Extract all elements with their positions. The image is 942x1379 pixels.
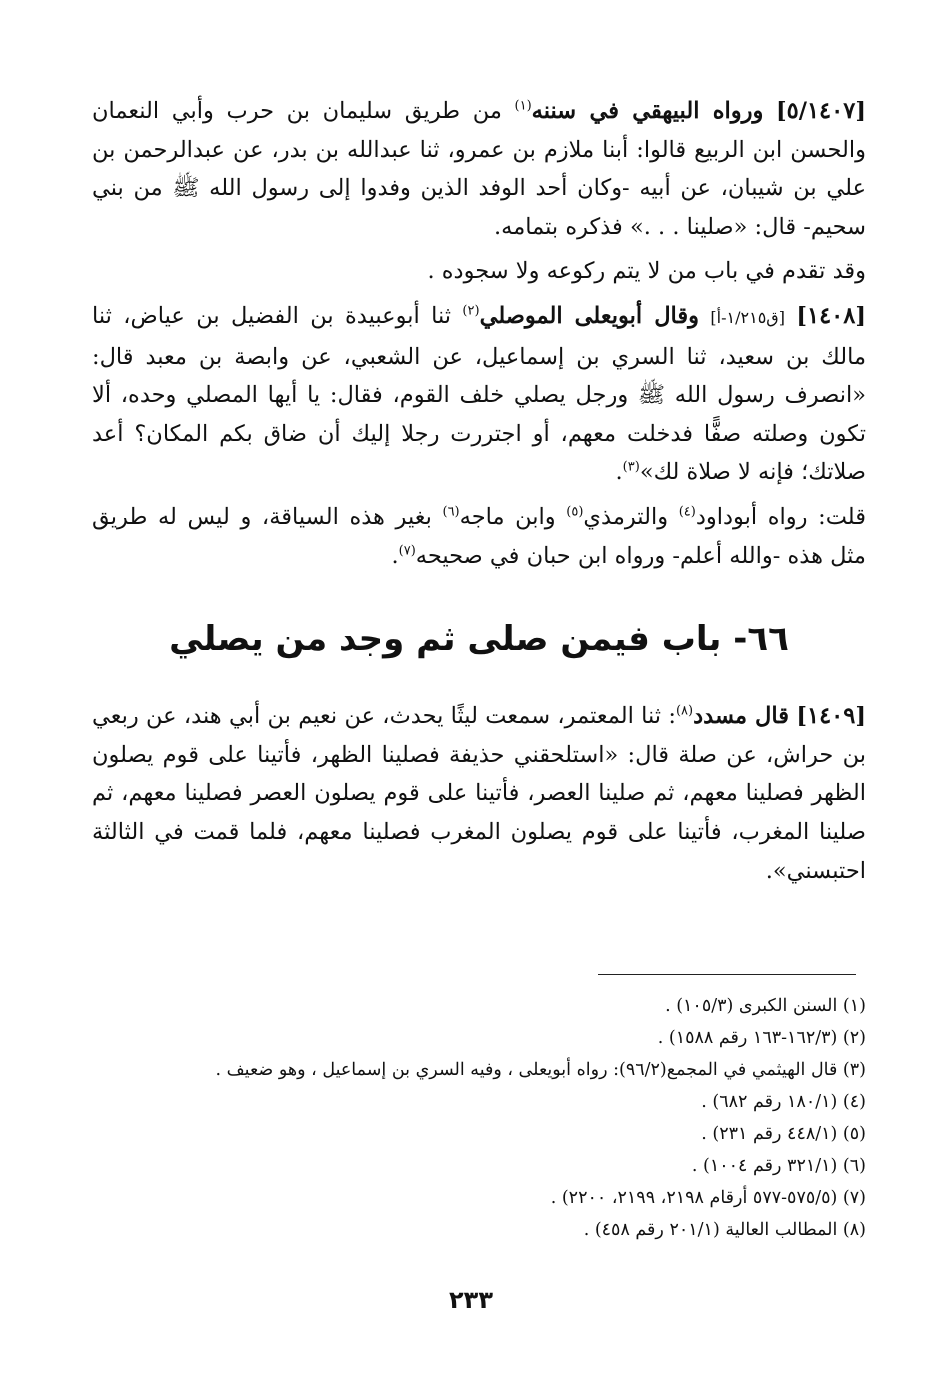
cross-reference: وقد تقدم في باب من لا يتم ركوعه ولا سجوده .: [427, 258, 866, 285]
footnote-item: (٢) (١٦٢/٣-١٦٣ رقم ١٥٨٨) .: [657, 1028, 866, 1048]
footnote-item: (٧) (٥٧٥/٥-٥٧٧ أرقام ٢١٩٨، ٢١٩٩، ٢٢٠٠) .: [550, 1188, 866, 1208]
hadith-body: من طريق سليمان بن حرب وأبي النعمان والحسن ابن الربيع قالوا: أبنا ملازم بن عمرو، ثنا عبدالله بن بدر، عن عبدالرحمن بن علي بن شيبان، عن أبيه -وكان أحد الوفد الذين وفدوا إلى رسول الله ﷺ من بني سحيم- قال: «صلينا . . .» فذكره بتمامه.: [92, 98, 866, 240]
footnote-marker: (٣): [622, 459, 640, 475]
footnote-marker: (٤): [678, 504, 696, 520]
hadith-lead: وقال أبويعلى الموصلي: [479, 302, 700, 329]
footnote-marker: (٧): [398, 543, 416, 559]
hadith-ref: [١٤٠٨]: [796, 302, 866, 329]
footnote-marker: (١): [514, 98, 532, 114]
footnote-marker: (٥): [566, 504, 584, 520]
chapter-heading: ٦٦- باب فيمن صلى ثم وجد من يصلي: [169, 619, 789, 660]
footnote-separator: [598, 974, 856, 975]
footnote-marker: (٢): [462, 303, 480, 319]
footnote-item: (٣) قال الهيثمي في المجمع(٩٦/٢): رواه أبويعلى ، وفيه السري بن إسماعيل ، وهو ضعيف .: [215, 1060, 866, 1080]
footnote-item: (٦) (٣٢١/١ رقم ١٠٠٤) .: [691, 1156, 866, 1176]
hadith-body: : ثنا المعتمر، سمعت ليثًا يحدث، عن نعيم بن أبي هند، عن ربعي بن حراش، عن صلة قال: «استلحقني حذيفة فصلينا الظهر، فأتينا على قوم يصلون الظهر فصلينا معهم، ثم صلينا العصر، فأتينا على قوم يصلون العصر فصلينا معهم، ثم صلينا المغرب، فأتينا على قوم يصلون المغرب فصلينا معهم، فلما قمت في الثالثة احتبسني».: [92, 703, 866, 884]
footnote-item: (٤) (١٨٠/١ رقم ٦٨٢) .: [701, 1092, 866, 1112]
manuscript-ref: [ق١/٢١٥-أ]: [710, 307, 785, 327]
hadith-lead: ورواه البيهقي في سننه: [531, 98, 764, 124]
hadith-1407: [92, 92, 866, 246]
footnotes: [92, 990, 866, 1246]
footnote-marker: (٦): [442, 504, 460, 520]
hadith-body: ثنا أبوعبيدة بن الفضيل بن عياض، ثنا مالك بن سعيد، ثنا السري بن إسماعيل، عن الشعبي، عن وابصة بن معبد قال: «انصرف رسول الله ﷺ ورجل يصلي خلف القوم، فقال: يا أيها المصلي وحده، ألا تكون وصلته صفًّا فدخلت معهم، أو اجتررت رجلا إليك أن ضاق بكم المكان؟ أعد صلاتك؛ فإنه لا صلاة لك»: [92, 302, 866, 486]
hadith-1408: [١٤٠٨] [ق١/٢١٥-أ] وقال أبويعلى الموصلي$^{(٢)}$ ثنا أبوعبيدة بن الفضيل بن عياض، ثنا مالك بن سعيد، ثنا السري بن إسماعيل، عن الشعبي، عن وابصة بن معبد قال: «انصرف رسول الله ﷺ ورجل يصلي خلف القوم، فقال: يا أيها المصلي وحده، ألا تكون وصلته صفًّا فدخلت معهم، أو اجتررت رجلا إليك أن ضاق بكم المكان؟ أعد صلاتك؛ فإنه لا صلاة لك»$^{(٣)}$.: [92, 302, 866, 486]
hadith-ref: [٥/١٤٠٧]: [776, 98, 866, 124]
footnote-item: (٥) (٤٤٨/١ رقم ٢٣١) .: [701, 1124, 866, 1144]
footnote-item: (١) السنن الكبرى (١٠٥/٣) .: [665, 996, 866, 1016]
hadith-lead: قال مسدد: [693, 703, 790, 730]
page-number: ٢٣٣: [449, 1286, 493, 1314]
commentary: قلت: رواه أبوداود$^{(٤)}$ والترمذي$^{(٥)}$ وابن ماجه$^{(٦)}$ بغير هذه السياقة، و ليس له طريق مثل هذه -والله أعلم- ورواه ابن حبان في صحيحه$^{(٧)}$.: [92, 503, 867, 569]
footnote-marker: (٨): [675, 703, 694, 719]
hadith-1409: [92, 697, 866, 890]
main-text: [92, 92, 866, 890]
hadith-ref: [١٤٠٩]: [796, 703, 867, 730]
footnote-item: (٨) المطالب العالية (٢٠١/١ رقم ٤٥٨) .: [583, 1220, 866, 1240]
